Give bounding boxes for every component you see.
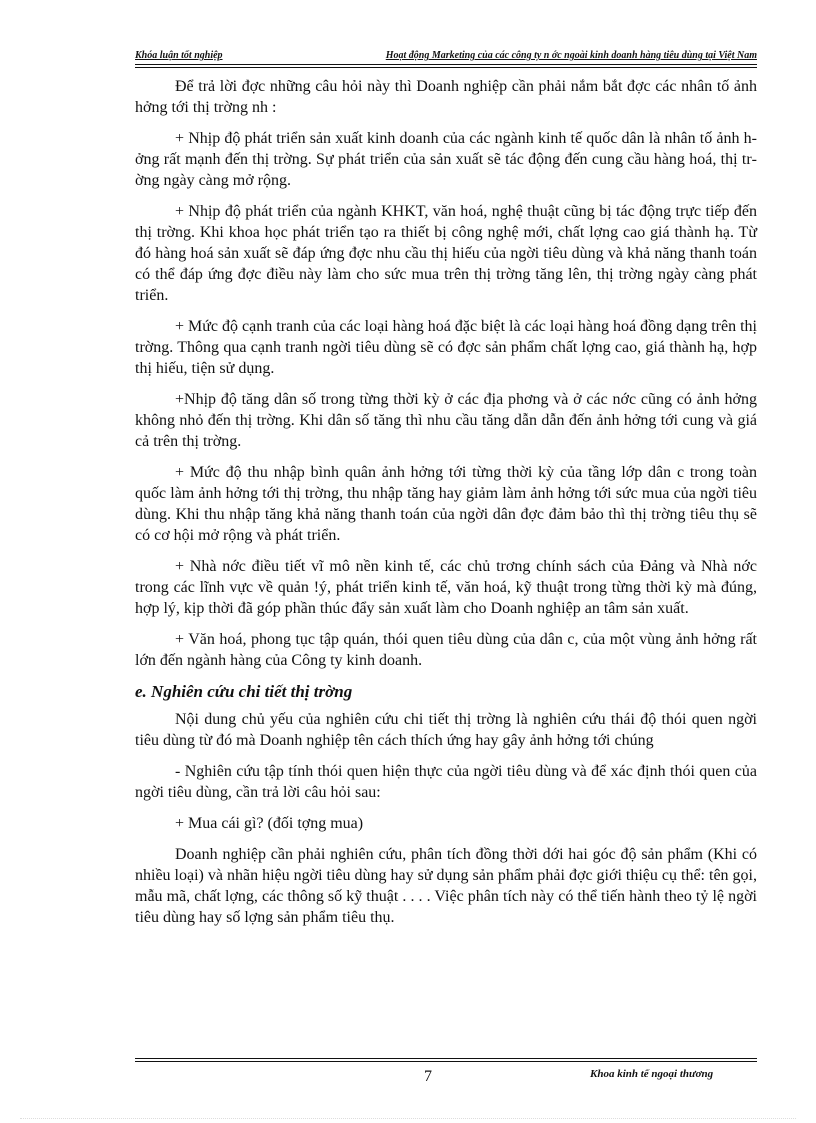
body-paragraph: + Nhịp độ phát triển sản xuất kinh doanh của các ngành kinh tế quốc dân là nhân tố ảnh hởng rất mạnh đến thị trờng. Sự phát triển của sản xuất sẽ tác động đến cung cầu hàng hoá, thị trờng ngày càng mở rộng. (135, 130, 757, 189)
section-heading: e. Nghiên cứu chi tiết thị trờng (135, 682, 353, 701)
header-right-text: Hoạt động Marketing của các công ty n ớc ngoài kinh doanh hàng tiêu dùng tại Việt Nam (385, 50, 757, 61)
page-body (135, 76, 757, 938)
body-paragraph: + Văn hoá, phong tục tập quán, thói quen tiêu dùng của dân c, của một vùng ảnh hởng rất lớn đến ngành hàng của Công ty kinh doanh. (135, 631, 757, 669)
body-paragraph: + Nhà nớc điều tiết vĩ mô nền kinh tế, các chủ trơng chính sách của Đảng và Nhà nớc trong các lĩnh vực về quản !ý, phát triển kinh tế, văn hoá, kỹ thuật trong từng thời kỳ mà đúng, hợp lý, kịp thời đã góp phần thúc đẩy sản xuất làm cho Doanh nghiệp an tâm sản xuất. (135, 558, 757, 617)
page-edge-dotted-line (20, 1118, 796, 1119)
section-paragraph: - Nghiên cứu tập tính thói quen hiện thực của ngời tiêu dùng và để xác định thói quen của ngời tiêu dùng, cần trả lời câu hỏi sau: (135, 763, 757, 801)
footer-department: Khoa kinh tế ngoại thương (590, 1068, 714, 1080)
section-paragraph: Doanh nghiệp cần phải nghiên cứu, phân tích đồng thời dới hai góc độ sản phẩm (Khi có nhiều loại) và nhãn hiệu ngời tiêu dùng hay sử dụng sản phẩm phải đợc giới thiệu cụ thể: tên gọi, mẫu mã, chất lợng, các thông số kỹ thuật . . . . Việc phân tích này có thể tiến hành theo tỷ lệ ngời tiêu dùng hay số lợng sản phẩm tiêu thụ. (135, 846, 757, 926)
header-rule-top (135, 64, 757, 65)
body-paragraph: + Mức độ cạnh tranh của các loại hàng hoá đặc biệt là các loại hàng hoá đồng dạng trên thị trờng. Thông qua cạnh tranh ngời tiêu dùng sẽ có đợc sản phẩm chất lợng cao, giá thành hạ, hợp thị hiếu, tiện sử dụng. (135, 318, 757, 377)
header-left-text: Khóa luận tốt nghiệp (135, 50, 223, 61)
footer-rule-bottom (135, 1061, 757, 1062)
body-paragraph: + Mức độ thu nhập bình quân ảnh hởng tới từng thời kỳ của tầng lớp dân c trong toàn quốc làm ảnh hởng tới thị trờng, thu nhập tăng hay giảm làm ảnh hởng tới sức mua của ngời tiêu dùng. Khi thu nhập tăng khả năng thanh toán của ngời dân đợc đảm bảo thì thị trờng tiêu thụ sẽ có cơ hội mở rộng và phát triển. (135, 464, 757, 544)
header-rule-bottom (135, 67, 757, 68)
section-paragraph: + Mua cái gì? (đối tợng mua) (175, 815, 364, 832)
body-paragraph: Để trả lời đợc những câu hỏi này thì Doanh nghiệp cần phải nắm bắt đợc các nhân tố ảnh hởng tới thị trờng nh : (135, 78, 757, 116)
page-number: 7 (424, 1068, 432, 1085)
body-paragraph: +Nhịp độ tăng dân số trong từng thời kỳ ở các địa phơng và ở các nớc cũng có ảnh hởng không nhỏ đến thị trờng. Khi dân số tăng thì nhu cầu tăng dẫn dẫn đến ảnh hởng tới cung và giá cả trên thị trờng. (135, 391, 757, 450)
body-paragraph: + Nhịp độ phát triển của ngành KHKT, văn hoá, nghệ thuật cũng bị tác động trực tiếp đến thị trờng. Khi khoa học phát triển tạo ra thiết bị công nghệ mới, chất lợng cao giá thành hạ. Từ đó hàng hoá sản xuất sẽ đáp ứng đợc nhu cầu thị hiếu của ngời tiêu dùng và khả năng thanh toán có thể đáp ứng đợc điều này làm cho sức mua trên thị trờng tăng lên, thị trờng ngày càng phát triển. (135, 203, 757, 304)
footer-rule-top (135, 1058, 757, 1059)
section-paragraph: Nội dung chủ yếu của nghiên cứu chi tiết thị trờng là nghiên cứu thái độ thói quen ngời tiêu dùng từ đó mà Doanh nghiệp tên cách thích ứng hay gây ảnh hởng tới chúng (135, 711, 757, 749)
running-header (135, 50, 757, 61)
